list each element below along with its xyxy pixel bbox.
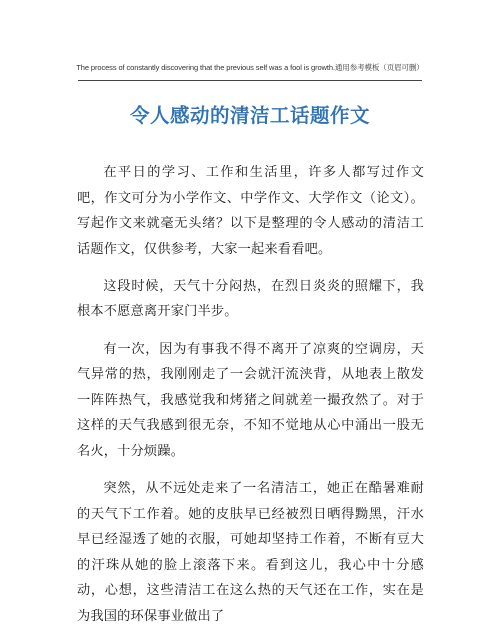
paragraph: 突然，从不远处走来了一名清洁工，她正在酷暑难耐的天气下工作着。她的皮肤早已经被烈日晒得黝黑，汗水早已经湿透了她的衣服，可她却坚持工作着，不断有豆大的汗珠从她的脸上滚落下来。看到这儿，我心中十分感动，心想，这些清洁工在这么热的天气还在工作，实在是为我国的环保事业做出了 [77,481,424,624]
paragraph: 有一次，因为有事我不得不离开了凉爽的空调房，天气异常的热，我刚刚走了一会就汗流浃背，从地表上散发一阵阵热气，我感觉我和烤猪之间就差一撮孜然了。对于这样的天气我感到很无奈，不知不觉地从心中涌出一股无名火，十分烦躁。 [77,341,424,459]
header-divider [78,80,422,81]
paragraph: 这段时候，天气十分闷热，在烈日炎炎的照耀下，我根本不愿意离开家门半步。 [77,278,424,320]
document-title: 令人感动的清洁工话题作文 [129,104,370,127]
paragraph: 在平日的学习、工作和生活里，许多人都写过作文吧，作文可分为小学作文、中学作文、大学作文（论文）。写起作文来就毫无头绪？以下是整理的令人感动的清洁工话题作文，仅供参考，大家一起来看看吧。 [77,165,424,257]
document-body [77,160,424,641]
page-header: The process of constantly discovering that the previous self was a fool is growth.通用参考模板（页眉可删） [76,63,424,72]
